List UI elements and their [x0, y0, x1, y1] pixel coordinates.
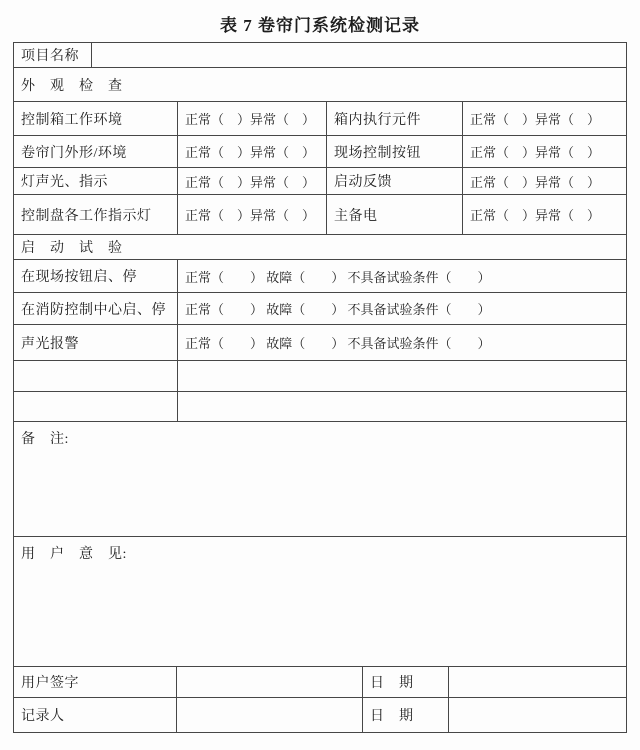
status-options: 正常（ ） 故障（ ） 不具备试验条件（ ） — [185, 302, 491, 317]
project-name-field[interactable] — [92, 43, 626, 67]
appearance-row — [14, 195, 626, 235]
status-options: 正常（ ）异常（ ） — [178, 136, 327, 167]
startup-section-title: 启 动 试 验 — [21, 241, 123, 256]
blank-status-cell[interactable] — [178, 392, 626, 421]
startup-row-blank — [14, 361, 626, 392]
appearance-row — [14, 102, 626, 136]
user-opinion-area[interactable] — [14, 537, 626, 666]
project-name-row — [14, 43, 626, 68]
signature-row — [14, 667, 626, 698]
item-label: 控制盘各工作指示灯 — [14, 195, 178, 234]
signature-field[interactable] — [177, 698, 363, 732]
startup-row-blank — [14, 392, 626, 422]
item-label: 灯声光、指示 — [14, 168, 178, 194]
startup-section-row — [14, 235, 626, 260]
item-label: 在现场按钮启、停 — [14, 260, 178, 292]
user-opinion-row — [14, 537, 626, 667]
item-label: 声光报警 — [14, 325, 178, 360]
item-label: 现场控制按钮 — [327, 136, 463, 167]
item-label: 卷帘门外形/环境 — [14, 136, 178, 167]
signature-field[interactable] — [177, 667, 363, 697]
signer-label: 用户签字 — [14, 667, 177, 697]
remarks-area[interactable] — [14, 422, 626, 536]
appearance-section-title: 外 观 检 查 — [21, 78, 123, 94]
status-options: 正常（ ） 故障（ ） 不具备试验条件（ ） — [185, 269, 491, 285]
blank-item-cell[interactable] — [14, 361, 178, 391]
inspection-table — [13, 42, 627, 733]
item-label: 启动反馈 — [327, 168, 463, 194]
blank-item-cell[interactable] — [14, 392, 178, 421]
appearance-row — [14, 136, 626, 168]
startup-row — [14, 260, 626, 293]
status-options: 正常（ ） 故障（ ） 不具备试验条件（ ） — [185, 336, 491, 351]
remarks-row — [14, 422, 626, 537]
user-opinion-label: 用 户 意 见: — [21, 547, 127, 562]
status-options: 正常（ ）异常（ ） — [470, 112, 601, 127]
item-label: 在消防控制中心启、停 — [14, 293, 178, 324]
appearance-section-row — [14, 68, 626, 102]
startup-row — [14, 325, 626, 361]
item-label: 箱内执行元件 — [327, 102, 463, 135]
remarks-label: 备 注: — [21, 432, 69, 447]
signer-label: 记录人 — [14, 698, 177, 732]
date-label: 日 期 — [363, 698, 449, 732]
document-title: 表 7 卷帘门系统检测记录 — [220, 16, 420, 35]
status-options: 正常（ ）异常（ ） — [178, 102, 327, 135]
date-field[interactable] — [449, 667, 626, 697]
blank-status-cell[interactable] — [178, 361, 626, 391]
status-options: 正常（ ）异常（ ） — [178, 195, 327, 234]
project-name-label: 项目名称 — [14, 43, 92, 67]
status-options: 正常（ ）异常（ ） — [470, 208, 601, 223]
appearance-row — [14, 168, 626, 195]
status-options: 正常（ ）异常（ ） — [470, 145, 601, 160]
item-label: 控制箱工作环境 — [14, 102, 178, 135]
status-options: 正常（ ）异常（ ） — [178, 168, 327, 194]
signature-row — [14, 698, 626, 732]
date-field[interactable] — [449, 698, 626, 732]
status-options: 正常（ ）异常（ ） — [470, 174, 601, 190]
date-label: 日 期 — [363, 667, 449, 697]
startup-row — [14, 293, 626, 325]
item-label: 主备电 — [327, 195, 463, 234]
